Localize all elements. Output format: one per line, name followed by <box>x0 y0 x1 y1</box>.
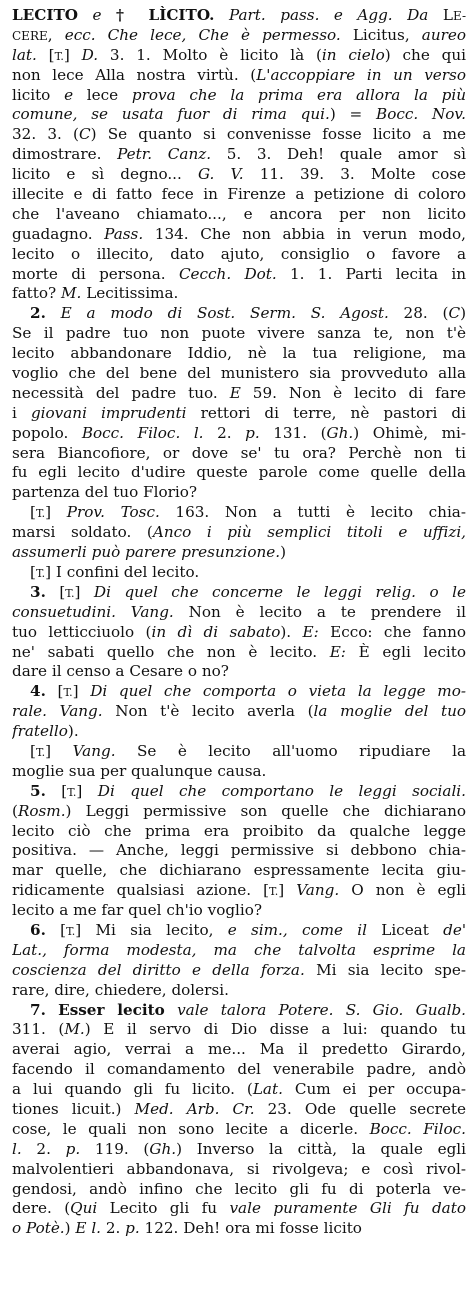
text-line: 7. Esser lecito vale talora Potere. S. Gio. Gualb. <box>30 1000 466 1019</box>
text-line: tiones licuit.) Med. Arb. Cr. 23. Ode quelle secrete <box>12 1099 466 1118</box>
text-line: illecite e di fatto fece in Firenze a petizione di coloro <box>12 185 466 204</box>
dictionary-entry-lecito <box>12 6 466 1239</box>
text-line: 4. [T.] Di quel che comporta o vieta la legge mo- <box>30 682 466 701</box>
text-line: lecito o illecito, dato ajuto, consiglio o favore a <box>12 244 466 263</box>
text-line: 5. [T.] Di quel che comportano le leggi sociali. <box>30 781 466 800</box>
text-line: 32. 3. (C) Se quanto si convenisse fosse licito a me <box>12 125 466 144</box>
text-line: dimostrare. Petr. Canz. 5. 3. Deh! quale amor sì <box>12 145 466 164</box>
text-line: facendo il comandamento del venerabile padre, andò <box>12 1060 466 1079</box>
text-line: positiva. — Anche, leggi permissive si debbono chia- <box>12 841 466 860</box>
text-line: LECITO e † LÌCITO. Part. pass. e Agg. Da LE- <box>12 6 466 24</box>
text-line: comune, se usata fuor di rima qui.) = Bocc. Nov. <box>12 105 466 124</box>
text-line: dare il censo a Cesare o no? <box>12 662 229 681</box>
text-line: licito e lece prova che la prima era allora la più <box>12 85 466 104</box>
text-line: fu egli lecito d'udire queste parole come quelle della <box>12 463 466 482</box>
text-line: marsi soldato. (Anco i più semplici titoli e uffizi, <box>12 523 466 542</box>
text-line: consuetudini. Vang. Non è lecito a te prendere il <box>12 602 466 621</box>
text-line: sera Biancofiore, or dove se' tu ora? Perchè non ti <box>12 443 466 462</box>
text-line: rale. Vang. Non t'è lecito averla (la moglie del tuo <box>12 702 466 721</box>
text-line: ne' sabati quello che non è lecito. E: È egli lecito <box>12 642 466 661</box>
text-line: guadagno. Pass. 134. Che non abbia in verun modo, <box>12 224 466 243</box>
text-line: Lat., forma modesta, ma che talvolta esprime la <box>12 940 466 959</box>
text-line: Se il padre tuo non puote vivere sanza te, non t'è <box>12 324 466 343</box>
text-line: (Rosm.) Leggi permissive son quelle che dichiarano <box>12 801 466 820</box>
text-line: 2. E a modo di Sost. Serm. S. Agost. 28. (C) <box>30 304 466 323</box>
text-line: o Potè.) E l. 2. p. 122. Deh! ora mi fosse licito <box>12 1219 362 1238</box>
text-line: dere. (Qui Lecito gli fu vale puramente Gli fu dato <box>12 1199 466 1218</box>
text-line: rare, dire, chiedere, dolersi. <box>12 980 229 999</box>
text-line: che l'aveano chiamato..., e ancora per non licito <box>12 204 466 223</box>
text-line: 6. [T.] Mi sia lecito, e sim., come il Liceat de' <box>30 920 466 939</box>
text-line: voglio che del bene del munistero sia provveduto alla <box>12 364 466 383</box>
text-line: ridicamente qualsiasi azione. [T.] Vang. O non è egli <box>12 881 466 900</box>
text-line: lecito abbandonare Iddio, nè la tua religione, ma <box>12 344 466 363</box>
text-line: cose, le quali non sono lecite a dicerle. Bocc. Filoc. <box>12 1119 466 1138</box>
text-line: [T.] I confini del lecito. <box>30 562 200 581</box>
text-line: morte di persona. Cecch. Dot. 1. 1. Parti lecita in <box>12 264 466 283</box>
text-line: necessità del padre tuo. E 59. Non è lecito di fare <box>12 383 466 402</box>
text-line: CERE, ecc. Che lece, Che è permesso. Licitus, aureo <box>12 25 466 44</box>
text-line: popolo. Bocc. Filoc. l. 2. p. 131. (Gh.) Ohimè, mi- <box>12 423 466 442</box>
text-line: assumerli può parere presunzione.) <box>12 543 287 562</box>
text-line: mar quelle, che dichiarano espressamente lecita giu- <box>12 861 466 880</box>
text-line: 311. (M.) E il servo di Dio disse a lui: quando tu <box>12 1020 466 1039</box>
text-line: non lece Alla nostra virtù. (L'accoppiare in un verso <box>12 65 466 84</box>
text-line: a lui quando gli fu licito. (Lat. Cum ei per occupa- <box>12 1080 466 1099</box>
text-line: 3. [T.] Di quel che concerne le leggi relig. o le <box>30 582 466 601</box>
text-line: lat. [T.] D. 3. 1. Molto è licito là (in cielo) che qui <box>12 45 466 64</box>
text-line: [T.] Prov. Tosc. 163. Non a tutti è lecito chia- <box>30 503 466 522</box>
text-line: [T.] Vang. Se è lecito all'uomo ripudiare la <box>30 741 466 760</box>
text-line: lecito ciò che prima era proibito da qualche legge <box>12 821 466 840</box>
text-line: fratello). <box>12 722 79 741</box>
text-line: coscienza del diritto e della forza. Mi sia lecito spe- <box>12 960 466 979</box>
text-line: partenza del tuo Florio? <box>12 483 197 502</box>
text-line: tuo letticciuolo (in dì di sabato). E: Ecco: che fanno <box>12 622 466 641</box>
text-line: licito e sì degno... G. V. 11. 39. 3. Molte cose <box>12 165 466 184</box>
text-line: fatto? M. Lecitissima. <box>12 284 179 303</box>
text-line: malvolentieri abbandonava, si rivolgeva; e così rivol- <box>12 1159 466 1178</box>
text-line: averai agio, verrai a me... Ma il predetto Girardo, <box>12 1040 466 1059</box>
text-line: lecito a me far quel ch'io voglio? <box>12 901 263 920</box>
text-line: l. 2. p. 119. (Gh.) Inverso la città, la quale egli <box>12 1139 466 1158</box>
text-line: moglie sua per qualunque causa. <box>12 761 267 780</box>
text-line: gendosi, andò infino che lecito gli fu di poterla ve- <box>12 1179 466 1198</box>
text-line: i giovani imprudenti rettori di terre, nè pastori di <box>12 403 466 422</box>
